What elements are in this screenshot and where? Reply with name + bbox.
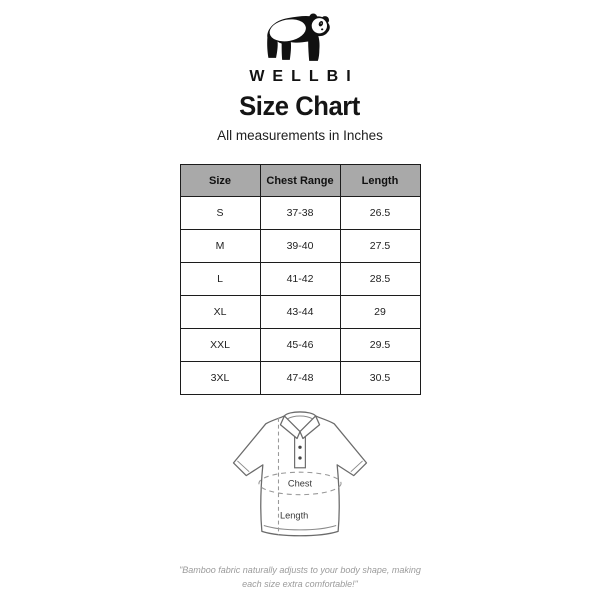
length-cell: 30.5 bbox=[340, 362, 420, 395]
table-row bbox=[180, 230, 420, 263]
table-row bbox=[180, 296, 420, 329]
table-row bbox=[180, 329, 420, 362]
table-row bbox=[180, 197, 420, 230]
fabric-note bbox=[179, 563, 421, 591]
length-cell: 29.5 bbox=[340, 329, 420, 362]
chest-range-cell: 39-40 bbox=[260, 230, 340, 263]
length-label: Length bbox=[279, 510, 309, 521]
column-header-size: Size bbox=[180, 165, 260, 197]
length-cell: 28.5 bbox=[340, 263, 420, 296]
column-header-length: Length bbox=[340, 165, 420, 197]
size-cell: 3XL bbox=[180, 362, 260, 395]
chest-range-cell: 45-46 bbox=[260, 329, 340, 362]
size-cell: M bbox=[180, 230, 260, 263]
table-row bbox=[180, 263, 420, 296]
table-header-row bbox=[180, 165, 420, 197]
chest-range-cell: 41-42 bbox=[260, 263, 340, 296]
length-cell: 27.5 bbox=[340, 230, 420, 263]
page-title: Size Chart bbox=[239, 91, 361, 121]
brand-name: WELLBI bbox=[249, 68, 359, 85]
fabric-note-line2: each size extra comfortable!" bbox=[242, 579, 358, 589]
fabric-note-line1: "Bamboo fabric naturally adjusts to your body shape, making bbox=[179, 565, 421, 575]
chest-label: Chest bbox=[287, 478, 313, 489]
length-cell: 26.5 bbox=[340, 197, 420, 230]
size-cell: XL bbox=[180, 296, 260, 329]
chest-range-cell: 43-44 bbox=[260, 296, 340, 329]
table-row bbox=[180, 362, 420, 395]
size-cell: XXL bbox=[180, 329, 260, 362]
column-header-chest-range: Chest Range bbox=[260, 165, 340, 197]
size-chart-table bbox=[180, 164, 421, 395]
chest-range-cell: 37-38 bbox=[260, 197, 340, 230]
polo-shirt-diagram bbox=[212, 407, 388, 554]
chest-range-cell: 47-48 bbox=[260, 362, 340, 395]
page-subtitle: All measurements in Inches bbox=[217, 128, 383, 143]
size-cell: L bbox=[180, 263, 260, 296]
length-cell: 29 bbox=[340, 296, 420, 329]
size-cell: S bbox=[180, 197, 260, 230]
panda-logo-icon bbox=[259, 12, 341, 65]
